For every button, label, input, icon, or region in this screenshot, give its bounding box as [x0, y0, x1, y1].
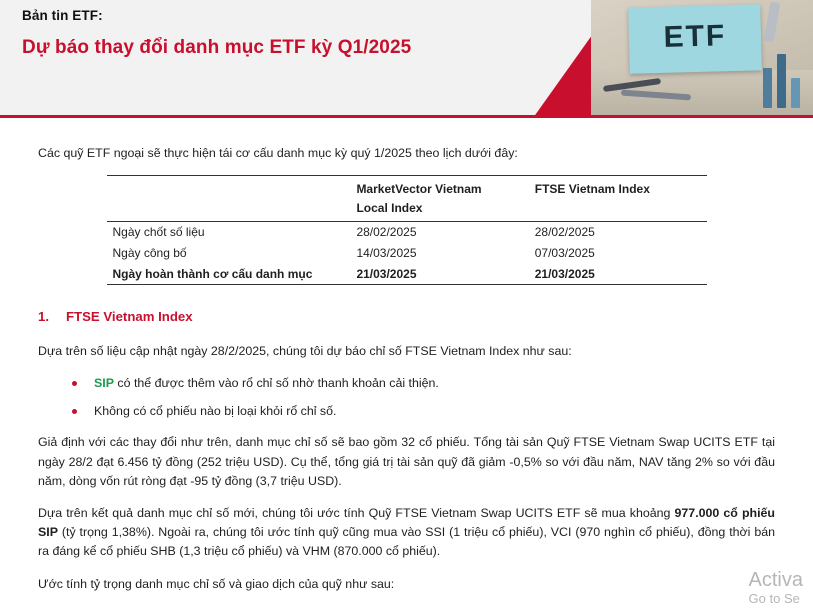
closing-paragraph: Ước tính tỷ trọng danh mục chỉ số và giao dịch của quỹ như sau:	[38, 576, 395, 591]
estimate-highlight: 977.000 cổ phiếu SIP	[38, 505, 775, 540]
photo-note-text: ETF	[663, 19, 727, 54]
bullet-text: có thể được thêm vào rổ chỉ số nhờ thanh khoản cải thiện.	[113, 375, 439, 390]
photo-chart-bar	[763, 68, 772, 108]
document-body	[0, 118, 813, 594]
row-value-marketvector: 14/03/2025	[356, 246, 417, 260]
table-header-row	[107, 176, 707, 222]
banner-kicker: Bản tin ETF:	[22, 8, 103, 23]
header-line-1: FTSE Vietnam Index	[534, 182, 650, 197]
banner-text-block	[22, 8, 411, 59]
section-number: 1.	[38, 309, 49, 325]
estimate-paragraph	[38, 504, 775, 562]
table-row	[107, 222, 707, 243]
row-value-ftse: 28/02/2025	[534, 225, 595, 240]
watermark-line-1: Activa	[748, 569, 803, 592]
list-item	[72, 402, 775, 421]
row-value-marketvector: 28/02/2025	[356, 225, 417, 240]
row-label: Ngày công bố	[112, 246, 187, 260]
table-row	[107, 243, 707, 264]
forecast-bullet-list	[38, 374, 775, 421]
row-value-marketvector: 21/03/2025	[350, 264, 528, 285]
header-banner	[0, 0, 813, 118]
banner-bottom-rule	[0, 115, 813, 118]
photo-chart-bar	[777, 54, 786, 108]
ticker-sip: SIP	[94, 375, 114, 390]
bullet-text: Không có cổ phiếu nào bị loại khỏi rổ chỉ số.	[94, 404, 337, 419]
intro-paragraph: Các quỹ ETF ngoại sẽ thực hiện tái cơ cấu danh mục kỳ quý 1/2025 theo lịch dưới đây:	[38, 146, 518, 160]
section-heading-ftse	[38, 307, 775, 327]
banner-photo	[591, 0, 813, 118]
row-label: Ngày hoàn thành cơ cấu danh mục	[107, 264, 351, 285]
row-value-ftse: 07/03/2025	[534, 246, 595, 260]
section-lead-paragraph: Dựa trên số liệu cập nhật ngày 28/2/2025, chúng tôi dự báo chỉ số FTSE Vietnam Index như sau:	[38, 343, 572, 358]
photo-chart-bar	[791, 78, 800, 108]
schedule-table-wrapper	[38, 175, 775, 285]
estimate-text-b: (tỷ trọng 1,38%). Ngoài ra, chúng tôi ước tính quỹ cũng mua vào SSI (1 triệu cổ phiếu), VCI (970 nghìn cổ phiếu), đồng thời bán ra đáng kể cổ phiếu SHB (1,3 triệu cổ phiếu) và VHM (870.000 cổ phiếu).	[38, 525, 775, 559]
row-value-ftse: 21/03/2025	[529, 264, 707, 285]
table-header-marketvector	[350, 176, 528, 222]
photo-clip	[764, 1, 781, 42]
table-header-ftse	[529, 176, 707, 222]
header-line-2: Local Index	[356, 200, 423, 215]
section-title: FTSE Vietnam Index	[66, 309, 193, 325]
assumption-paragraph: Giả định với các thay đổi như trên, danh mục chỉ số sẽ bao gồm 32 cổ phiếu. Tổng tài sản Quỹ FTSE Vietnam Swap UCITS ETF tại ngày 28/2 đạt 6.456 tỷ đồng (252 triệu USD). Cụ thể, tổng giá trị tài sản quỹ đã giảm -0,5% so với đầu năm, NAV tăng 2% so với đầu năm, dòng vốn rút ròng đạt -95 tỷ đồng (3,7 triệu USD).	[38, 435, 775, 488]
row-label: Ngày chốt số liệu	[112, 225, 205, 240]
table-row	[107, 264, 707, 285]
page-title: Dự báo thay đổi danh mục ETF kỳ Q1/2025	[22, 37, 412, 58]
header-line-1: MarketVector Vietnam	[356, 182, 482, 197]
schedule-table	[107, 175, 707, 285]
estimate-text-a: Dựa trên kết quả danh mục chỉ số mới, chúng tôi ước tính Quỹ FTSE Vietnam Swap UCITS ETF sẽ mua khoảng	[38, 505, 675, 520]
list-item	[72, 374, 775, 393]
photo-sticky-note	[628, 4, 762, 73]
table-header-blank	[107, 176, 351, 222]
watermark-line-2: Go to Se	[748, 591, 800, 607]
